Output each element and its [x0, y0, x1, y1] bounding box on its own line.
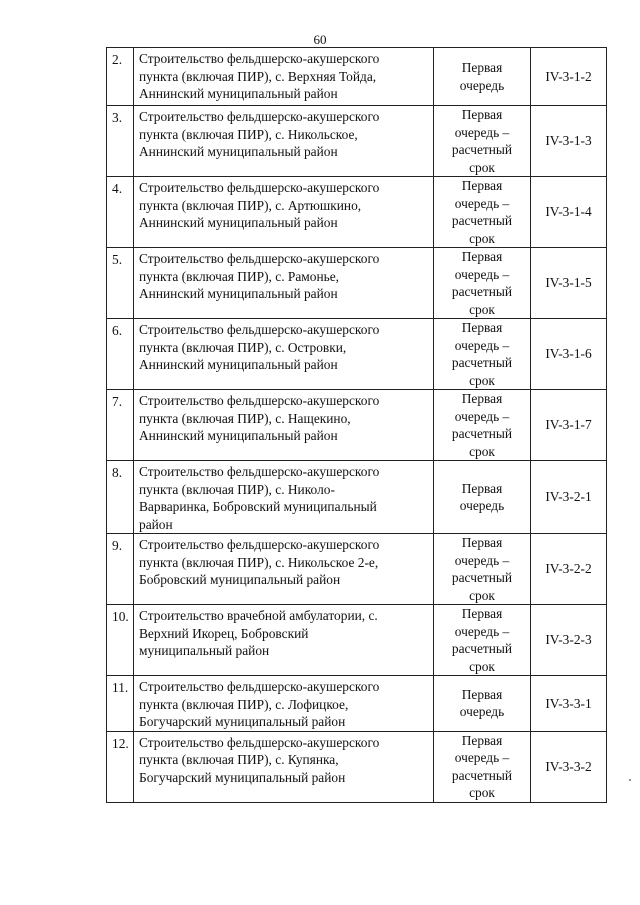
period-line: срок	[469, 443, 495, 459]
project-description	[134, 248, 434, 319]
description-line: Бобровский муниципальный район	[139, 572, 341, 587]
description-line: пункта (включая ПИР), с. Купянка,	[139, 752, 339, 767]
period-line: очередь –	[454, 552, 510, 568]
period-line: очередь	[459, 498, 505, 513]
period-line: срок	[469, 230, 495, 246]
period-line: очередь –	[454, 337, 510, 353]
description-line: район	[139, 516, 173, 532]
implementation-period	[434, 390, 531, 461]
period-line: очередь –	[454, 750, 510, 765]
implementation-period	[434, 48, 531, 106]
description-line: Строительство фельдшерско-акушерского	[139, 51, 380, 66]
description-line: Аннинский муниципальный район	[139, 144, 338, 159]
period-line: Первая	[461, 732, 503, 748]
period-line: очередь –	[454, 195, 510, 211]
period-line: срок	[469, 159, 495, 175]
implementation-period	[434, 534, 531, 605]
implementation-period	[434, 177, 531, 248]
description-line: Строительство фельдшерско-акушерского	[139, 464, 380, 479]
row-number: 10.	[107, 605, 134, 676]
row-number: 12.	[107, 731, 134, 802]
implementation-period	[434, 106, 531, 177]
description-line: пункта (включая ПИР), с. Верхняя Тойда,	[139, 68, 377, 84]
project-description	[134, 319, 434, 390]
object-code: IV-3-3-2	[531, 731, 607, 802]
description-line: Строительство фельдшерско-акушерского	[139, 537, 380, 552]
table-row	[107, 731, 607, 802]
description-line: пункта (включая ПИР), с. Лофицкое,	[139, 696, 349, 712]
period-line: очередь –	[454, 408, 510, 424]
description-line: муниципальный район	[139, 643, 270, 658]
period-line: Первая	[461, 249, 503, 264]
description-line: пункта (включая ПИР), с. Артюшкино,	[139, 197, 362, 213]
implementation-period	[434, 319, 531, 390]
description-line: Строительство врачебной амбулатории, с.	[139, 608, 378, 623]
description-line: Богучарский муниципальный район	[139, 714, 346, 729]
project-description	[134, 534, 434, 605]
description-line: Строительство фельдшерско-акушерского	[139, 180, 380, 195]
description-line: пункта (включая ПИР), с. Никольское 2-е,	[139, 554, 379, 570]
period-line: срок	[469, 301, 495, 317]
period-line: срок	[469, 785, 495, 800]
period-line: Первая	[461, 320, 503, 335]
table-row	[107, 605, 607, 676]
period-line: расчетный	[451, 641, 513, 656]
description-line: Богучарский муниципальный район	[139, 769, 346, 785]
period-line: расчетный	[451, 142, 513, 157]
row-number: 6.	[107, 319, 134, 390]
description-line: Строительство фельдшерско-акушерского	[139, 734, 380, 750]
table-row	[107, 461, 607, 534]
description-line: Строительство фельдшерско-акушерского	[139, 322, 380, 337]
description-line: пункта (включая ПИР), с. Николо-	[139, 481, 335, 497]
implementation-period	[434, 248, 531, 319]
project-description	[134, 461, 434, 534]
table-row	[107, 534, 607, 605]
object-code: IV-3-1-2	[531, 48, 607, 106]
description-line: Строительство фельдшерско-акушерского	[139, 251, 380, 266]
period-line: Первая	[461, 391, 503, 406]
scan-speck	[629, 779, 631, 781]
description-line: пункта (включая ПИР), с. Нащекино,	[139, 410, 351, 426]
project-description	[134, 106, 434, 177]
period-line: Первая	[461, 178, 503, 193]
object-code: IV-3-2-3	[531, 605, 607, 676]
object-code: IV-3-2-1	[531, 461, 607, 534]
table-row	[107, 177, 607, 248]
table-row	[107, 676, 607, 732]
period-line: очередь	[459, 77, 505, 93]
period-line: очередь –	[454, 266, 510, 282]
object-code: IV-3-1-4	[531, 177, 607, 248]
projects-table	[106, 47, 607, 803]
period-line: Первая	[461, 60, 503, 75]
table-row	[107, 106, 607, 177]
period-line: расчетный	[451, 284, 513, 299]
period-line: Первая	[461, 535, 503, 550]
period-line: срок	[469, 372, 495, 388]
description-line: Аннинский муниципальный район	[139, 215, 338, 230]
description-line: Верхний Икорец, Бобровский	[139, 625, 309, 641]
period-line: очередь	[459, 704, 505, 720]
project-description	[134, 390, 434, 461]
project-description	[134, 48, 434, 106]
period-line: очередь –	[454, 124, 510, 140]
period-line: расчетный	[451, 570, 513, 585]
table-row	[107, 48, 607, 106]
period-line: Первая	[461, 480, 503, 496]
row-number: 11.	[107, 676, 134, 732]
object-code: IV-3-1-6	[531, 319, 607, 390]
table-row	[107, 248, 607, 319]
period-line: Первая	[461, 107, 503, 122]
period-line: расчетный	[451, 213, 513, 228]
row-number: 8.	[107, 461, 134, 534]
object-code: IV-3-1-5	[531, 248, 607, 319]
description-line: Аннинский муниципальный район	[139, 286, 338, 301]
project-description	[134, 177, 434, 248]
description-line: Аннинский муниципальный район	[139, 357, 338, 372]
period-line: срок	[469, 658, 495, 674]
implementation-period	[434, 676, 531, 732]
row-number: 3.	[107, 106, 134, 177]
implementation-period	[434, 731, 531, 802]
description-line: Строительство фельдшерско-акушерского	[139, 393, 380, 408]
period-line: расчетный	[451, 355, 513, 370]
table-row	[107, 319, 607, 390]
description-line: пункта (включая ПИР), с. Островки,	[139, 339, 347, 355]
description-line: Варваринка, Бобровский муниципальный	[139, 499, 377, 514]
period-line: срок	[469, 587, 495, 603]
object-code: IV-3-1-7	[531, 390, 607, 461]
object-code: IV-3-3-1	[531, 676, 607, 732]
project-description	[134, 676, 434, 732]
description-line: Строительство фельдшерско-акушерского	[139, 679, 380, 694]
row-number: 4.	[107, 177, 134, 248]
period-line: очередь –	[454, 623, 510, 639]
table-row	[107, 390, 607, 461]
description-line: Строительство фельдшерско-акушерского	[139, 109, 380, 124]
description-line: Аннинский муниципальный район	[139, 86, 338, 101]
project-description	[134, 605, 434, 676]
description-line: Аннинский муниципальный район	[139, 428, 338, 443]
period-line: расчетный	[451, 767, 513, 783]
project-description	[134, 731, 434, 802]
object-code: IV-3-1-3	[531, 106, 607, 177]
table-body	[107, 48, 607, 803]
period-line: Первая	[461, 606, 503, 621]
description-line: пункта (включая ПИР), с. Рамонье,	[139, 268, 340, 284]
row-number: 7.	[107, 390, 134, 461]
row-number: 5.	[107, 248, 134, 319]
period-line: Первая	[461, 686, 503, 702]
row-number: 2.	[107, 48, 134, 106]
implementation-period	[434, 461, 531, 534]
row-number: 9.	[107, 534, 134, 605]
page-number: 60	[313, 32, 327, 47]
implementation-period	[434, 605, 531, 676]
object-code: IV-3-2-2	[531, 534, 607, 605]
description-line: пункта (включая ПИР), с. Никольское,	[139, 126, 358, 142]
period-line: расчетный	[451, 426, 513, 441]
